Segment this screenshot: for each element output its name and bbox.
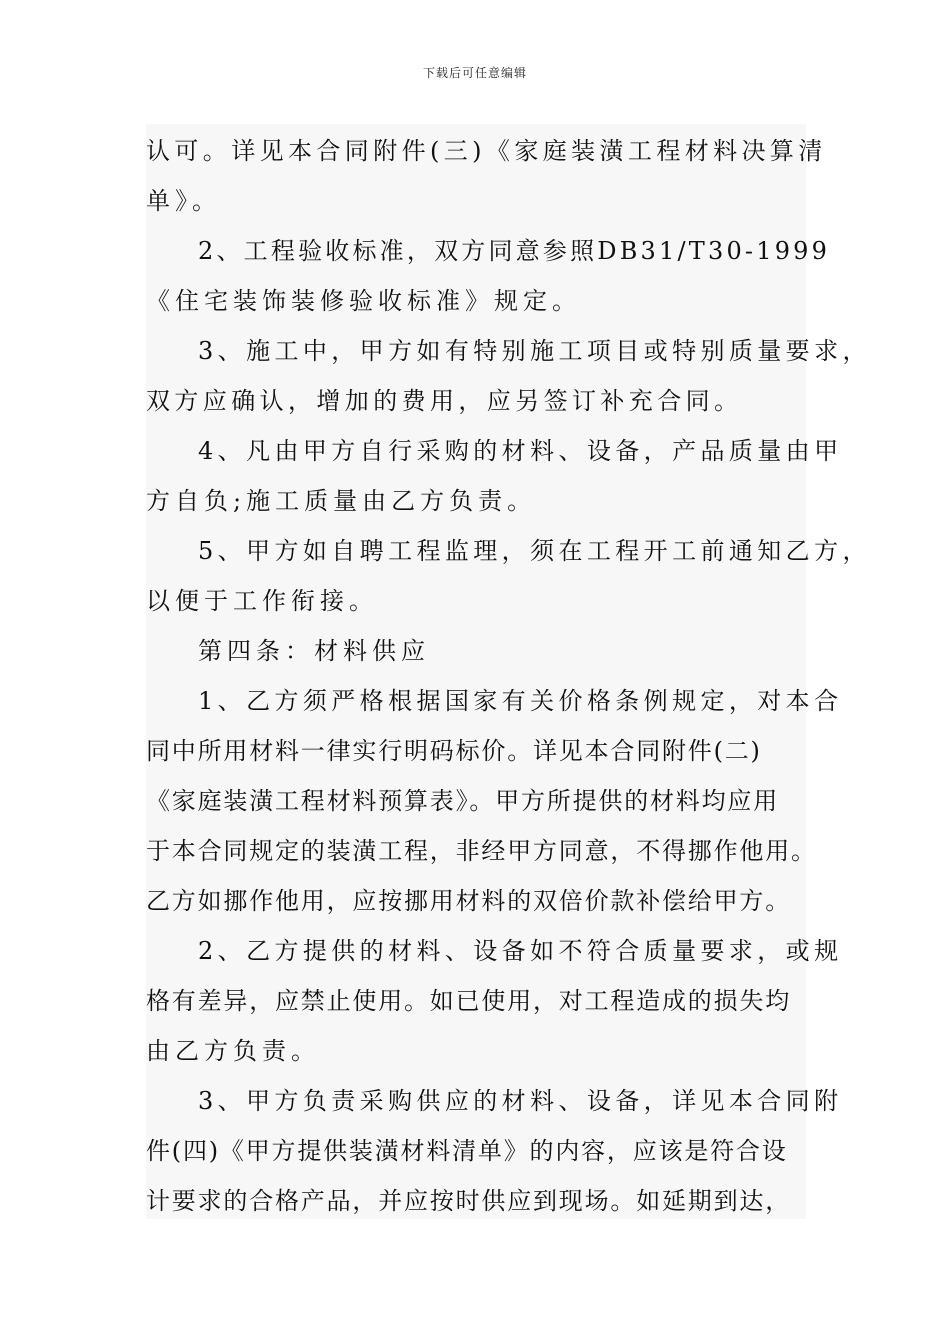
text-line-4: 《住宅装饰装修验收标准》规定。 <box>146 287 581 315</box>
text-line-12: 1、乙方须严格根据国家有关价格条例规定，对本合 <box>198 687 843 715</box>
text-line-20: 3、甲方负责采购供应的材料、设备，详见本合同附 <box>198 1087 843 1115</box>
text-line-21: 件(四)《甲方提供装潢材料清单》的内容，应该是符合设 <box>146 1137 788 1165</box>
text-line-22: 计要求的合格产品，并应按时供应到现场。如延期到达， <box>146 1187 791 1215</box>
text-line-14: 《家庭装潢工程材料预算表》。甲方所提供的材料均应用 <box>146 787 779 815</box>
text-line-6: 双方应确认，增加的费用，应另签订补充合同。 <box>146 387 743 415</box>
text-line-10: 以便于工作衔接。 <box>146 587 378 615</box>
text-line-16: 乙方如挪作他用，应按挪用材料的双倍价款补偿给甲方。 <box>146 887 791 915</box>
text-line-17: 2、乙方提供的材料、设备如不符合质量要求，或规 <box>198 937 843 965</box>
document-body <box>146 124 871 1219</box>
text-line-2: 单》。 <box>146 187 221 215</box>
text-line-18: 格有差异，应禁止使用。如已使用，对工程造成的损失均 <box>146 987 791 1015</box>
text-line-1: 认可。详见本合同附件(三)《家庭装潢工程材料决算清 <box>146 137 827 165</box>
text-line-13: 同中所用材料一律实行明码标价。详见本合同附件(二) <box>146 737 762 765</box>
section-heading-article-4: 第四条：材料供应 <box>198 637 430 665</box>
text-line-15: 于本合同规定的装潢工程，非经甲方同意，不得挪作他用。 <box>146 837 817 865</box>
text-line-9: 5、甲方如自聘工程监理，须在工程开工前通知乙方， <box>198 537 871 565</box>
text-line-3: 2、工程验收标准，双方同意参照DB31/T30-1999 <box>198 237 831 265</box>
text-line-7: 4、凡由甲方自行采购的材料、设备，产品质量由甲 <box>198 437 843 465</box>
page-header: 下载后可任意编辑 <box>422 66 527 80</box>
text-line-8: 方自负;施工质量由乙方负责。 <box>146 487 537 515</box>
text-line-5: 3、施工中，甲方如有特别施工项目或特别质量要求， <box>198 337 871 365</box>
text-line-19: 由乙方负责。 <box>146 1037 320 1065</box>
